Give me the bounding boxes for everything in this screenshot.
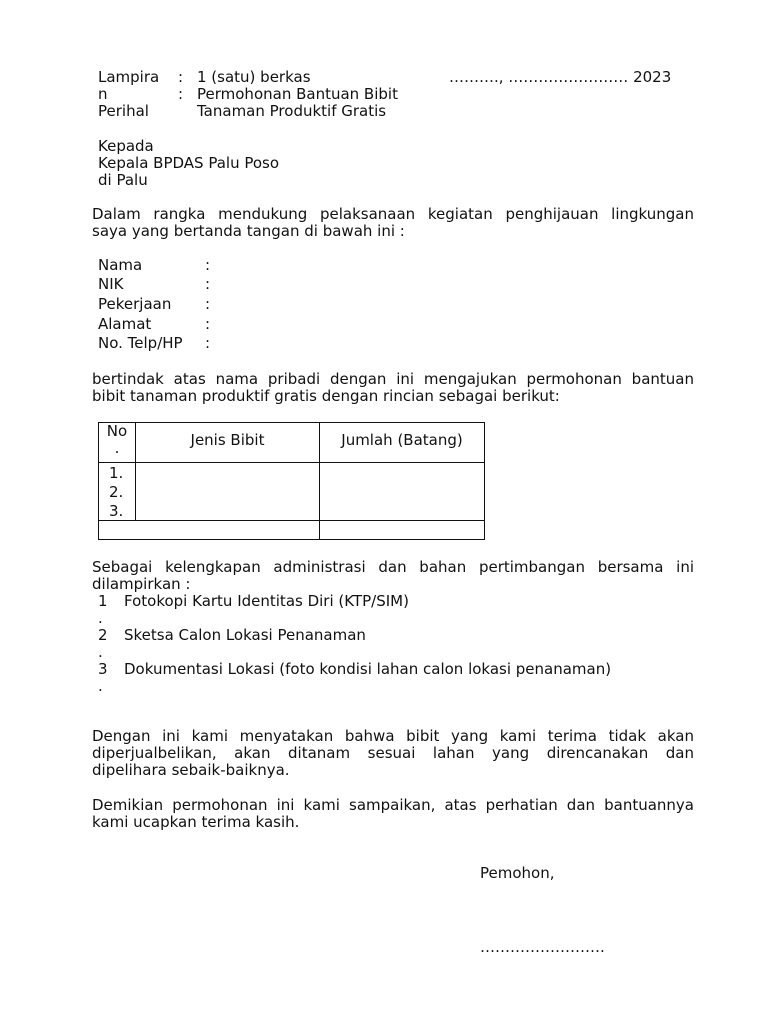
field-colon-telp: : — [205, 334, 211, 352]
request-line2: bibit tanaman produktif gratis dengan rincian sebagai berikut: — [92, 387, 560, 405]
field-colon-nama: : — [205, 256, 211, 274]
field-label-alamat: Alamat — [98, 315, 152, 333]
header-jumlah: Jumlah (Batang) — [320, 423, 485, 463]
row-number-2: 2. — [109, 483, 124, 501]
header-no-dot: . — [114, 439, 120, 457]
signature-label: Pemohon, — [480, 864, 555, 882]
field-colon-nik: : — [205, 275, 211, 293]
field-label-nik: NIK — [98, 275, 124, 293]
recipient-location: di Palu — [98, 171, 148, 189]
attachment-1-number: 1 — [98, 592, 108, 610]
attachment-2-dot: . — [98, 643, 103, 661]
attachment-2-number: 2 — [98, 626, 108, 644]
jenis-bibit-cell — [136, 463, 320, 521]
row-numbers-cell — [99, 463, 136, 521]
intro-line2: saya yang bertanda tangan di bawah ini : — [92, 222, 405, 240]
field-label-nama: Nama — [98, 256, 143, 274]
attachment-2-text: Sketsa Calon Lokasi Penanaman — [124, 626, 366, 644]
field-label-pekerjaan: Pekerjaan — [98, 295, 172, 313]
perihal-value-line1: Permohonan Bantuan Bibit — [197, 85, 398, 103]
attachments-intro-line1: Sebagai kelengkapan administrasi dan bahan pertimbangan bersama ini — [92, 558, 694, 576]
row-number-3: 3. — [109, 502, 124, 520]
recipient-kepada: Kepada — [98, 137, 154, 155]
lampiran-colon: : — [178, 68, 184, 86]
table-total-row — [99, 521, 485, 540]
field-colon-alamat: : — [205, 315, 211, 333]
attachment-1-text: Fotokopi Kartu Identitas Diri (KTP/SIM) — [124, 592, 409, 610]
lampiran-value: 1 (satu) berkas — [197, 68, 311, 86]
attachments-intro-line2: dilampirkan : — [92, 575, 191, 593]
attachment-3-number: 3 — [98, 660, 108, 678]
signature-line: ……………………. — [480, 938, 605, 956]
header-jenis-bibit: Jenis Bibit — [136, 423, 320, 463]
lampiran-label-line1: Lampira — [98, 68, 160, 86]
statement-line2: diperjualbelikan, akan ditanam sesuai lahan yang direncanakan dan — [92, 744, 694, 762]
recipient-name: Kepala BPDAS Palu Poso — [98, 154, 280, 172]
lampiran-label-line2: n — [98, 85, 108, 103]
intro-line1: Dalam rangka mendukung pelaksanaan kegiatan penghijauan lingkungan — [92, 205, 694, 223]
closing-line2: kami ucapkan terima kasih. — [92, 813, 300, 831]
request-line1: bertindak atas nama pribadi dengan ini mengajukan permohonan bantuan — [92, 370, 694, 388]
header-no-cell — [99, 423, 136, 463]
statement-line3: dipelihara sebaik-baiknya. — [92, 761, 290, 779]
field-colon-pekerjaan: : — [205, 295, 211, 313]
perihal-colon: : — [178, 85, 184, 103]
field-label-telp: No. Telp/HP — [98, 334, 183, 352]
table-header-row — [99, 423, 485, 463]
jumlah-cell — [320, 463, 485, 521]
closing-line1: Demikian permohonan ini kami sampaikan, atas perhatian dan bantuannya — [92, 796, 694, 814]
attachment-3-dot: . — [98, 677, 103, 695]
row-number-1: 1. — [109, 464, 124, 482]
total-value-cell — [320, 521, 485, 540]
total-label-cell — [99, 521, 320, 540]
perihal-value-line2: Tanaman Produktif Gratis — [197, 102, 387, 120]
attachment-1-dot: . — [98, 609, 103, 627]
place-date: ………., …………………… 2023 — [449, 68, 672, 86]
perihal-label: Perihal — [98, 102, 149, 120]
statement-line1: Dengan ini kami menyatakan bahwa bibit yang kami terima tidak akan — [92, 727, 694, 745]
bibit-table — [98, 422, 485, 540]
header-no: No — [106, 422, 128, 440]
attachment-3-text: Dokumentasi Lokasi (foto kondisi lahan calon lokasi penanaman) — [124, 660, 612, 678]
table-row — [99, 463, 485, 521]
